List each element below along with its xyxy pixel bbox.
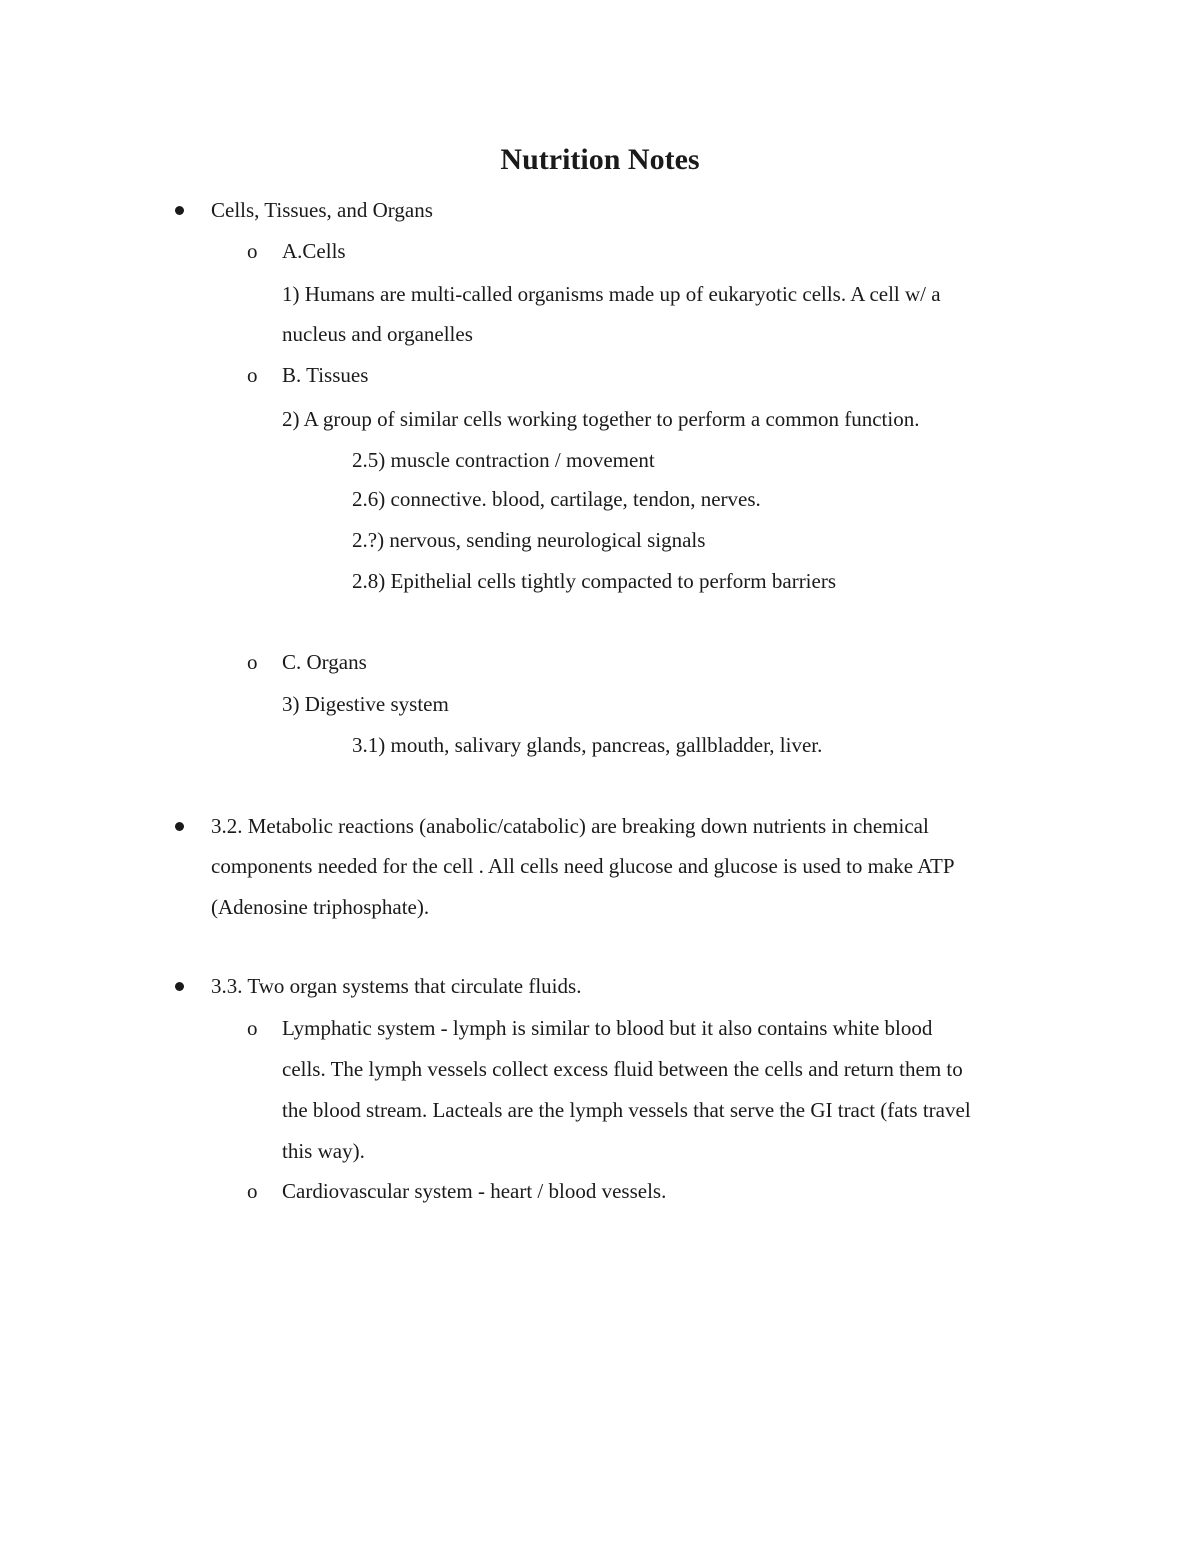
note-line: 2) A group of similar cells working together to perform a common function. bbox=[282, 407, 920, 431]
sub-bullet-icon: o bbox=[247, 1179, 258, 1203]
note-line: components needed for the cell . All cells need glucose and glucose is used to make ATP bbox=[211, 854, 955, 878]
sub-bullet-icon: o bbox=[247, 650, 258, 674]
note-line: the blood stream. Lacteals are the lymph vessels that serve the GI tract (fats travel bbox=[282, 1098, 971, 1122]
bullet-dot-icon bbox=[175, 206, 184, 215]
sub-bullet-icon: o bbox=[247, 363, 258, 387]
note-subitem: 2.6) connective. blood, cartilage, tendon, nerves. bbox=[352, 487, 761, 511]
section-heading: Cells, Tissues, and Organs bbox=[211, 198, 433, 222]
note-subitem: 2.8) Epithelial cells tightly compacted to perform barriers bbox=[352, 569, 837, 593]
note-line: 1) Humans are multi-called organisms made up of eukaryotic cells. A cell w/ a bbox=[282, 282, 941, 306]
subsection-label: A.Cells bbox=[282, 239, 346, 263]
page-title: Nutrition Notes bbox=[500, 143, 700, 176]
note-line: this way). bbox=[282, 1139, 365, 1163]
note-line: cells. The lymph vessels collect excess fluid between the cells and return them to bbox=[282, 1057, 963, 1081]
note-subitem: 3.1) mouth, salivary glands, pancreas, gallbladder, liver. bbox=[352, 733, 823, 757]
note-line: Cardiovascular system - heart / blood vessels. bbox=[282, 1179, 667, 1203]
sub-bullet-icon: o bbox=[247, 239, 258, 263]
note-subitem: 2.?) nervous, sending neurological signals bbox=[352, 528, 706, 552]
subsection-label: B. Tissues bbox=[282, 363, 369, 387]
section-heading: 3.3. Two organ systems that circulate fluids. bbox=[211, 974, 582, 998]
subsection-label: C. Organs bbox=[282, 650, 367, 674]
note-line: nucleus and organelles bbox=[282, 322, 473, 346]
bullet-dot-icon bbox=[175, 822, 184, 831]
note-line: (Adenosine triphosphate). bbox=[211, 895, 430, 919]
note-line: 3.2. Metabolic reactions (anabolic/catabolic) are breaking down nutrients in chemical bbox=[211, 814, 929, 838]
bullet-dot-icon bbox=[175, 982, 184, 991]
note-line: Lymphatic system - lymph is similar to blood but it also contains white blood bbox=[282, 1016, 933, 1040]
note-line: 3) Digestive system bbox=[282, 692, 449, 716]
sub-bullet-icon: o bbox=[247, 1016, 258, 1040]
note-subitem: 2.5) muscle contraction / movement bbox=[352, 448, 655, 472]
